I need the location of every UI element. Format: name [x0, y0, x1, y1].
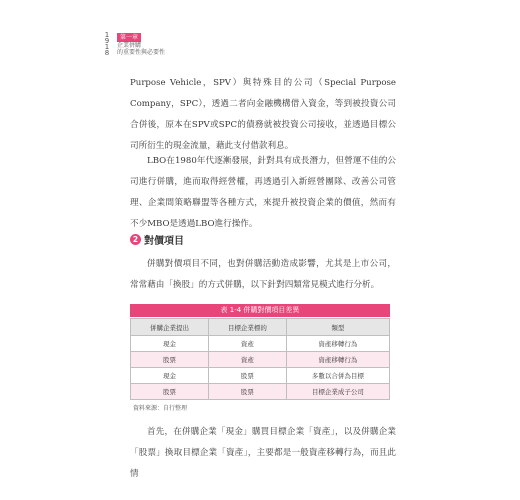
- table-cell: 股票: [208, 368, 286, 384]
- table-cell: 現金: [131, 368, 209, 384]
- chapter-title-line: 企業併購: [117, 42, 142, 49]
- closing-paragraph: 首先，在併購企業「現金」購買目標企業「資產」，以及併購企業「股票」換取目標企業「資產」，主要都是一般資產移轉行為，而且此情: [130, 427, 396, 479]
- chapter-title-line: 的重要性與必要性: [117, 49, 166, 56]
- table-cell: 股票: [208, 384, 286, 400]
- chapter-badge: 第一章: [117, 33, 141, 42]
- table-cell: 股票: [131, 352, 209, 368]
- table-cell: 目標企業成子公司: [286, 384, 389, 400]
- table-cell: 多數以合併為目標: [286, 368, 389, 384]
- table-row: [131, 336, 390, 352]
- page-number-digit: 8: [104, 49, 110, 57]
- table-row: [131, 368, 390, 384]
- section-heading: [130, 232, 184, 247]
- page-number-digit: 9: [104, 37, 110, 45]
- table-cell: 資產移轉行為: [286, 336, 389, 352]
- table-row: [131, 384, 390, 400]
- table-header-cell: 類型: [286, 319, 389, 336]
- body-paragraph: Purpose Vehicle，SPV）與特殊目的公司（Special Purpose Company，SPC），透過二者向金融機構借入資金，等到被投資公司合併後，原本在SPV或SPC的債務就被投資公司接收，並透過目標公司所衍生的現金流量，藉此支付借款利息。: [130, 78, 396, 151]
- page-number-digit: 1: [104, 43, 110, 51]
- table-source-note: 資料來源：自行整理: [133, 405, 188, 412]
- section-title: 對價項目: [144, 236, 184, 247]
- table-header-cell: 目標企業標的: [208, 319, 286, 336]
- table-cell: 股票: [131, 384, 209, 400]
- table-header-cell: 併購企業提出: [131, 319, 209, 336]
- chapter-title: [117, 42, 165, 56]
- section-number-badge: 2: [130, 234, 141, 245]
- table-cell: 資產: [208, 352, 286, 368]
- table-title: 表 1-4 併購對價項目差異: [130, 304, 390, 317]
- table-cell: 資產: [208, 336, 286, 352]
- table-cell: 現金: [131, 336, 209, 352]
- page-number: [100, 32, 114, 56]
- section-paragraph: 併購對價項目不同，也對併購活動造成影響，尤其是上市公司，常常藉由「換股」的方式併購，以下針對四類常見模式進行分析。: [130, 259, 396, 290]
- body-paragraph: LBO在1980年代逐漸發展，針對具有成長潛力，但營運不佳的公司進行併購，進而取得經營權，再透過引入新經營團隊、改善公司管理、企業間策略聯盟等各種方式，來提升被投資企業的價值，然而有不少MBO是透過LBO進行操作。: [130, 156, 396, 229]
- table-cell: 資產移轉行為: [286, 352, 389, 368]
- consideration-table: [130, 318, 390, 400]
- table-row: [131, 352, 390, 368]
- page-number-digit: 1: [104, 31, 110, 39]
- table-header-row: [131, 319, 390, 336]
